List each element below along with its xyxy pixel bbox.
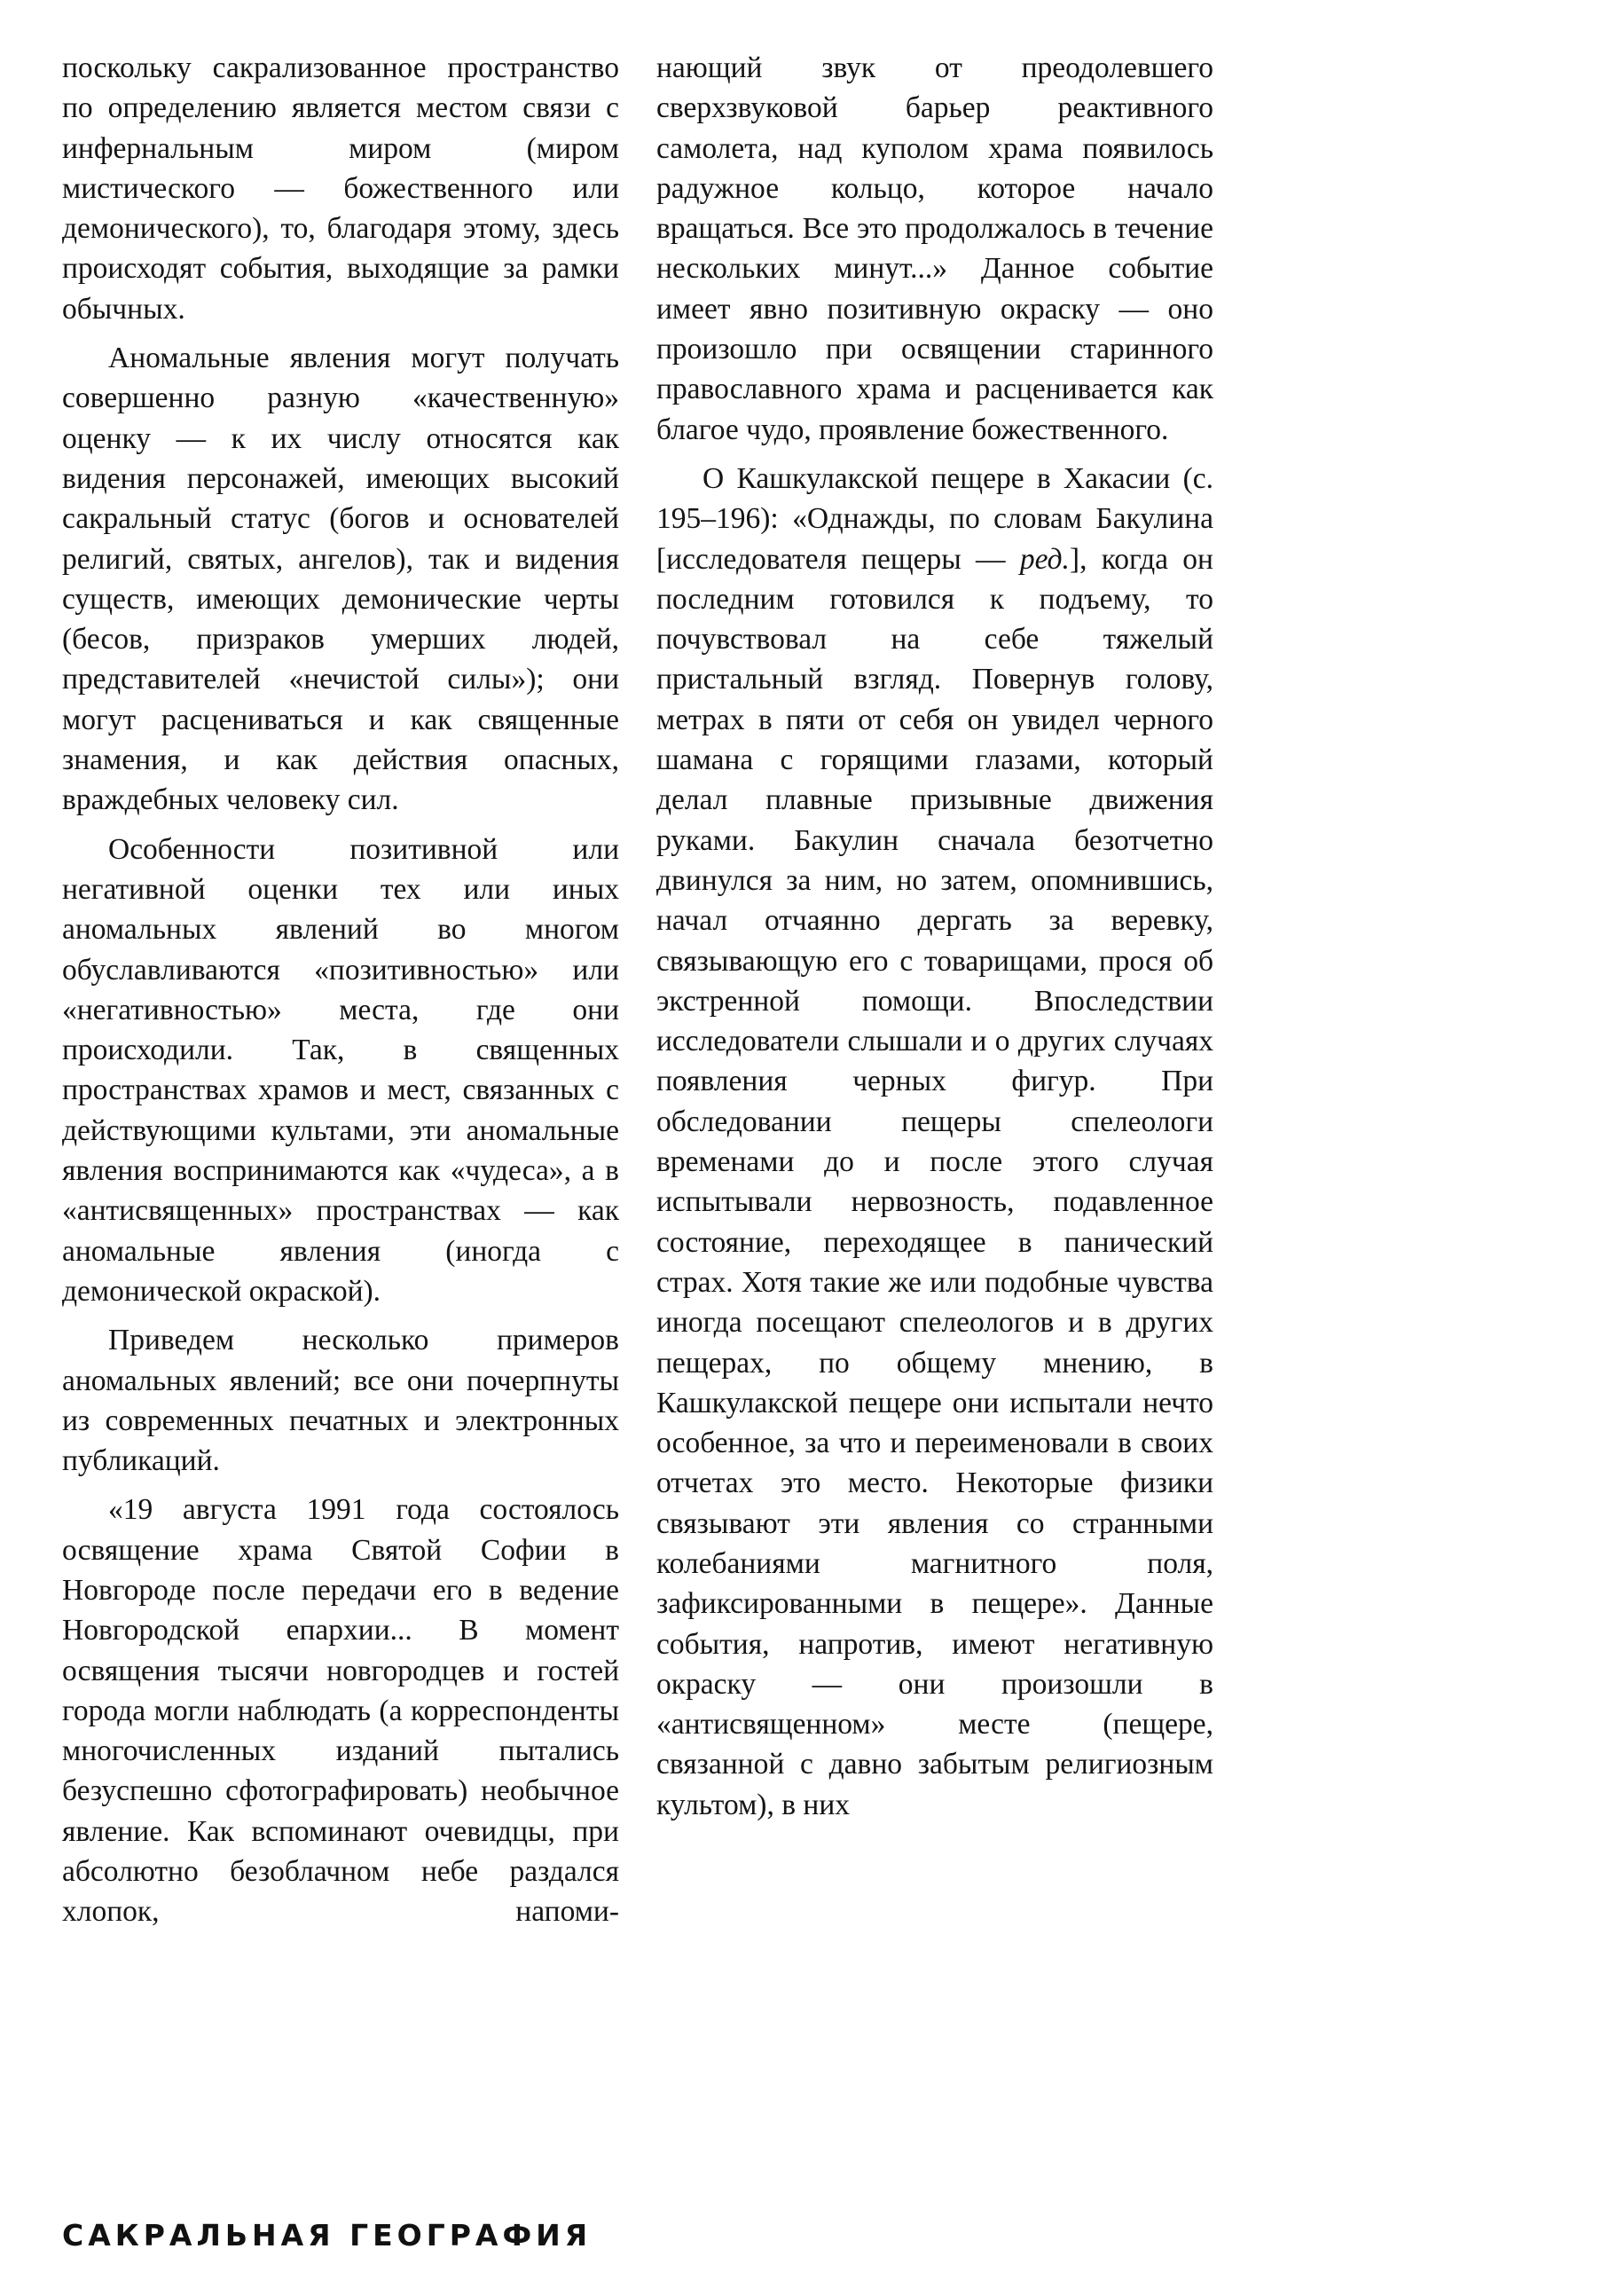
right-column — [656, 48, 1213, 1825]
paragraph-text: О Кашкулакской пещере в Хакасии (с. 195–196): «Однажды, по словам Бакулина [исследователя пещеры — — [656, 461, 1213, 576]
left-column — [62, 48, 619, 1932]
paragraph-text: ], когда он последним готовился к подъему, то почувствовал на себе тяжелый пристальный взгляд. Повернув голову, метрах в пяти от себя он увидел черного шамана с горящими глазами, который делал плавные призывные движения руками. Бакулин сначала безотчетно двинулся за ним, но затем, опомнившись, начал отчаянно дергать за веревку, связывающую его с товарищами, прося об экстренной помощи. Впоследствии исследователи слышали и о других случаях появления черных фигур. При обследовании пещеры спелеологи временами до и после этого случая испытывали нервозность, подавленное состояние, переходящее в панический страх. Хотя такие же или подобные чувства иногда посещают спелеологов и в других пещерах, по общему мнению, в Кашкулакской пещере они испытали нечто особенное, за что и переименовали в своих отчетах это место. Некоторые физики связывают эти явления со странными колебаниями магнитного поля, зафиксированными в пещере». Данные события, напротив, имеют негативную окраску — они произошли в «антисвященном» месте (пещере, связанной с давно забытым религиозным культом), в них — [656, 542, 1213, 1821]
editor-note: ред. — [1019, 542, 1070, 576]
paragraph — [656, 459, 1213, 1825]
paragraph: Аномальные явления могут получать совершенно разную «качественную» оценку — к их числу относятся как видения персонажей, имеющих высокий сакральный статус (богов и основателей религий, святых, ангелов), так и видения существ, имеющих демонические черты (бесов, призраков умерших людей, представителей «нечистой силы»); они могут расцениваться и как священные знамения, и как действия опасных, враждебных человеку сил. — [62, 342, 619, 817]
paragraph: нающий звук от преодолевшего сверхзвуковой барьер реактивного самолета, над куполом храма появилось радужное кольцо, которое начало вращаться. Все это продолжалось в течение нескольких минут...» Данное событие имеет явно позитивную окраску — оно произошло при освящении старинного православного храма и расценивается как благое чудо, проявление божественного. — [656, 51, 1213, 446]
paragraph: «19 августа 1991 года состоялось освящение храма Святой Софии в Новгороде после передачи его в ведение Новгородской епархии... В момент освящения тысячи новгородцев и гостей города могли наблюдать (а корреспонденты многочисленных изданий пытались безуспешно сфотографировать) необычное явление. Как вспоминают очевидцы, при абсолютно безоблачном небе раздался хлопок, напоми- — [62, 1493, 619, 1929]
paragraph: Приведем несколько примеров аномальных явлений; все они почерпнуты из современных печатных и электронных публикаций. — [62, 1324, 619, 1478]
running-footer: САКРАЛЬНАЯ ГЕОГРАФИЯ — [62, 2218, 593, 2253]
paragraph: Особенности позитивной или негативной оценки тех или иных аномальных явлений во многом обуславливаются «позитивностью» или «негативностью» места, где они происходили. Так, в священных пространствах храмов и мест, связанных с действующими культами, эти аномальные явления воспринимаются как «чудеса», а в «антисвященных» пространствах — как аномальные явления (иногда с демонической окраской). — [62, 832, 619, 1308]
paragraph: поскольку сакрализованное пространство по определению является местом связи с инфернальным миром (миром мистического — божественного или демонического), то, благодаря этому, здесь происходят события, выходящие за рамки обычных. — [62, 51, 619, 326]
